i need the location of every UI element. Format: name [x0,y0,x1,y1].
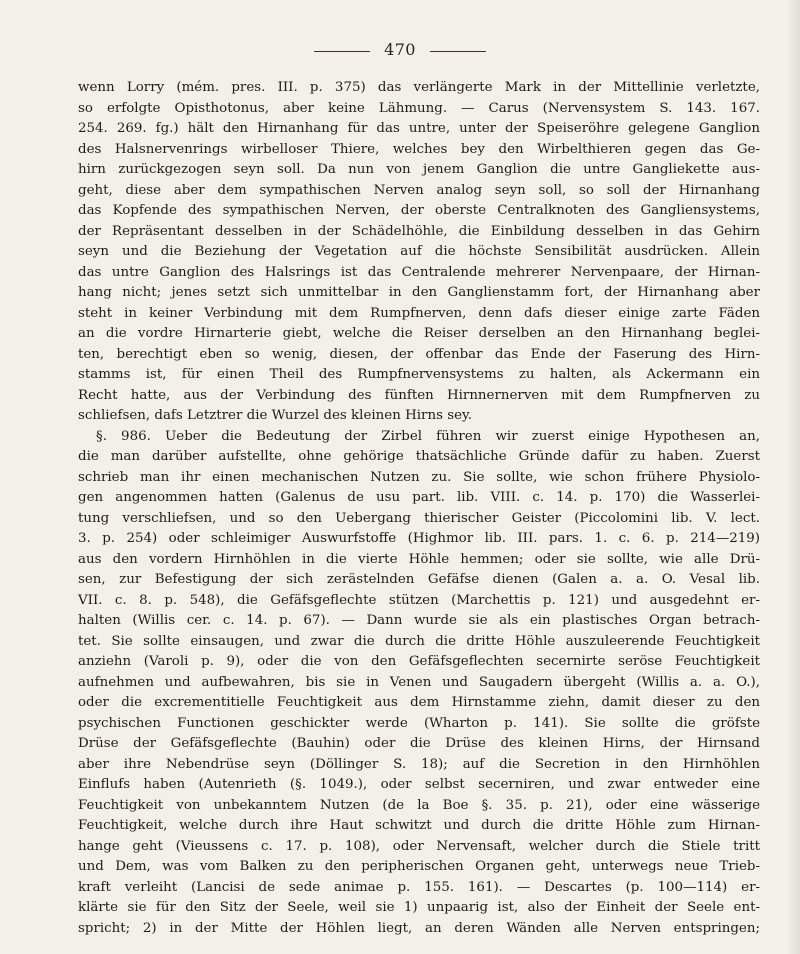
text-line-11: hang nicht; jenes setzt sich unmittelbar in den Ganglienstamm fort, der Hirnanhang aber [78,285,760,300]
text-line-9: seyn und die Beziehung der Vegetation auf die höchste Sensibilität ausdrücken. Allein [78,244,760,259]
page-header [0,38,800,62]
text-line-28: tet. Sie sollte einsaugen, und zwar die durch die dritte Höhle auszuleerende Feuchtigkeit [78,633,760,649]
text-line-8: der Repräsentant desselben in der Schädelhöhle, die Einbildung desselben in das Gehirn [78,223,760,239]
text-line-2: so erfolgte Opisthotonus, aber keine Lähmung. — Carus (Nervensystem S. 143. 167. [78,100,760,116]
text-line-5: hirn zurückgezogen seyn soll. Da nun von jenem Ganglion die untre Gangliekette aus- [78,162,760,177]
text-line-14: ten, berechtigt eben so wenig, diesen, der offenbar das Ende der Faserung des Hirn- [78,346,760,362]
text-line-30: aufnehmen und aufbewahren, bis sie in Venen und Saugadern übergeht (Willis a. a. O.), [78,674,760,690]
text-line-4: des Halsnervenrings wirbelloser Thiere, welches bey den Wirbelthieren gegen das Ge- [78,141,760,157]
text-line-36: Feuchtigkeit von unbekanntem Nutzen (de la Boe §. 35. p. 21), oder eine wässerige [78,797,760,813]
text-line-12: steht in keiner Verbindung mit dem Rumpfnerven, denn dafs dieser einige zarte Fäden [78,305,760,321]
text-line-29: anziehn (Varoli p. 9), oder die von den Gefäfsgeflechten secernirte seröse Feuchtigkeit [78,654,760,669]
text-line-13: an die vordre Hirnarterie giebt, welche die Reiser derselben an den Hirnanhang beglei- [78,326,760,341]
text-line-37: Feuchtigkeit, welche durch ihre Haut schwitzt und durch die dritte Höhle zum Hirnan- [78,818,760,833]
text-line-16: Recht hatte, aus der Verbindung des fünften Hirnnernerven mit dem Rumpfnerven zu [78,387,760,403]
text-line-32: psychischen Functionen geschickter werde (Wharton p. 141). Sie sollte die gröfste [78,715,760,731]
text-line-40: kraft verleiht (Lancisi de sede animae p. 155. 161). — Descartes (p. 100—114) er- [78,879,760,895]
text-line-17: schliefsen, dafs Letztrer die Wurzel des kleinen Hirns sey. [78,408,473,423]
text-line-23: 3. p. 254) oder schleimiger Auswurfstoffe (Highmor lib. III. pars. 1. c. 6. p. 214—219) [78,531,760,546]
text-line-42: spricht; 2) in der Mitte der Höhlen liegt, an deren Wänden alle Nerven entspringen; [78,920,760,936]
text-line-18: §. 986. Ueber die Bedeutung der Zirbel führen wir zuerst einige Hypothesen an, [96,428,760,444]
text-line-34: aber ihre Nebendrüse seyn (Döllinger S. 18); auf die Secretion in den Hirnhöhlen [78,756,760,772]
text-line-22: tung verschliefsen, und so den Uebergang thierischer Geister (Piccolomini lib. V. lect. [78,510,760,526]
text-line-39: und Dem, was vom Balken zu den peripherischen Organen geht, unterwegs neue Trieb- [78,859,760,874]
page-edge-shadow [786,0,800,954]
text-line-21: gen angenommen hatten (Galenus de usu part. lib. VIII. c. 14. p. 170) die Wasserlei- [78,490,760,505]
text-line-38: hange geht (Vieussens c. 17. p. 108), oder Nervensaft, welcher durch die Stiele tritt [78,838,760,854]
left-header-rule [314,51,370,52]
text-line-41: klärte sie für den Sitz der Seele, weil sie 1) unpaarig ist, also der Einheit der Seele ent- [78,900,760,915]
text-line-6: geht, diese aber dem sympathischen Nerven analog seyn soll, so soll der Hirnanhang [78,182,760,198]
text-line-7: das Kopfende des sympathischen Nerven, der oberste Centralknoten des Gangliensystems, [78,203,760,218]
right-header-rule [430,51,486,52]
text-line-35: Einflufs haben (Autenrieth (§. 1049.), oder selbst secerniren, und zwar entweder eine [78,777,760,792]
text-line-25: sen, zur Befestigung der sich zerästelnden Gefäfse dienen (Galen a. a. O. Vesal lib. [78,572,760,587]
text-line-15: stamms ist, für einen Theil des Rumpfnervensystems zu halten, als Ackermann ein [78,367,760,382]
text-line-27: halten (Willis cer. c. 14. p. 67). — Dann wurde sie als ein plastisches Organ betrach- [78,613,760,628]
text-line-10: das untre Ganglion des Halsrings ist das Centralende mehrerer Nervenpaare, der Hirnan- [78,264,760,280]
text-line-3: 254. 269. fg.) hält den Hirnanhang für das untre, unter der Speiseröhre gelegene Ganglion [78,121,760,136]
text-line-19: die man darüber aufstellte, ohne gehörige thatsächliche Gründe dafür zu haben. Zuerst [78,449,760,464]
text-line-20: schrieb man ihr einen mechanischen Nutzen zu. Sie sollte, wie schon frühere Physiolo- [78,469,760,485]
text-line-33: Drüse der Gefäfsgeflechte (Bauhin) oder die Drüse des kleinen Hirns, der Hirnsand [78,736,760,751]
body-text [78,78,760,939]
page-number: 470 [384,40,416,59]
text-line-1: wenn Lorry (mém. pres. III. p. 375) das verlängerte Mark in der Mittellinie verletzte, [78,80,760,95]
text-line-24: aus den vordern Hirnhöhlen in die vierte Höhle hemmen; oder sie sollte, wie alle Drü- [78,551,760,567]
text-line-26: VII. c. 8. p. 548), die Gefäfsgeflechte stützen (Marchettis p. 121) und ausgedehnt er- [78,592,760,608]
text-line-31: oder die excrementitielle Feuchtigkeit aus dem Hirnstamme ziehn, damit dieser zu den [78,695,760,710]
